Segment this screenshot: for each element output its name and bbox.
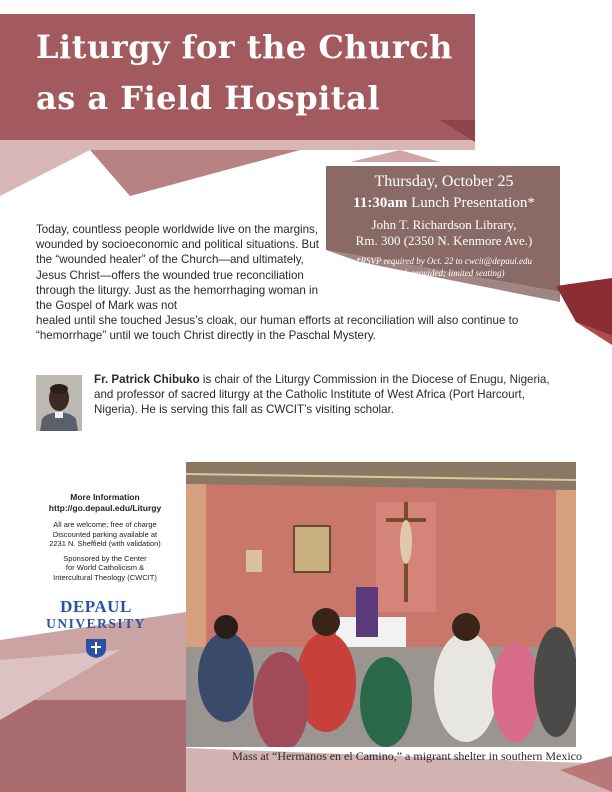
top-swoosh-mid <box>90 150 300 196</box>
more-info-link[interactable]: http://go.depaul.edu/Liturgy <box>48 503 162 513</box>
more-info-heading: More Information <box>70 492 140 502</box>
mass-photo-image <box>186 462 576 747</box>
speaker-name: Fr. Patrick Chibuko <box>94 373 200 386</box>
logo-line-2: UNIVERSITY <box>46 616 146 631</box>
sponsor-note <box>34 554 176 583</box>
event-location-line-1: John T. Richardson Library, <box>371 217 517 232</box>
welcome-line-1: All are welcome; free of charge <box>53 520 157 529</box>
photo-caption: Mass at “Hermanos en el Camino,” a migrant shelter in southern Mexico <box>232 749 582 763</box>
rsvp-line-2: (Lunch provided; limited seating) <box>383 268 505 278</box>
event-time-value: 11:30am <box>353 195 408 211</box>
more-information-panel <box>34 492 176 587</box>
event-title-line-2: as a Field Hospital <box>36 79 380 117</box>
event-location-line-2: Rm. 300 (2350 N. Kenmore Ave.) <box>355 233 533 248</box>
speaker-portrait <box>36 375 82 431</box>
bottom-left-dark <box>0 700 186 792</box>
event-location <box>332 217 556 249</box>
speaker-bio-text: is chair of the Liturgy Commission in the Diocese of Enugu, Nigeria, and professor of sacred liturgy at the Catholic Institute of West Africa (Port Harcourt, Nigeria). He is serving this fall as CWCIT’s visiting scholar. <box>94 373 550 417</box>
speaker-portrait-image <box>36 375 82 431</box>
description-paragraph-start: Today, countless people worldwide live on the margins, wounded by socioeconomic and political situations. But the “wounded healer” of the Church—and ultimately, Jesus Christ—offers the wounded true reconciliation through the liturgy. Just as the hemorrhaging woman in the Gospel of Mark was not <box>36 223 319 313</box>
event-time <box>332 192 556 214</box>
sponsor-line-2: for World Catholicism & <box>65 563 145 572</box>
sponsor-line-3: Intercultural Theology (CWCIT) <box>53 572 157 582</box>
sponsor-line-1: Sponsored by the Center <box>63 553 147 563</box>
event-time-suffix: Lunch Presentation* <box>407 195 535 211</box>
description-paragraph-end: healed until she touched Jesus’s cloak, our human efforts at reconciliation will also continue to “hemorrhage” until we touch Christ directly in the Paschal Mystery. <box>36 314 519 343</box>
event-title-line-1: Liturgy for the Church <box>36 28 453 66</box>
welcome-note <box>34 520 176 549</box>
logo-line-1: DEPAUL <box>60 597 132 616</box>
welcome-line-3: 2231 N. Sheffield (with validation) <box>49 539 161 548</box>
mass-photo <box>186 462 576 747</box>
depaul-logo <box>44 598 148 631</box>
depaul-shield-icon <box>84 637 108 659</box>
event-details <box>332 172 556 279</box>
event-rsvp <box>332 255 556 279</box>
rsvp-line-1: *RSVP required by Oct. 22 to cwcit@depaul.edu <box>356 256 532 266</box>
welcome-line-2: Discounted parking available at <box>52 529 158 539</box>
speaker-bio <box>94 372 554 418</box>
event-date: Thursday, October 25 <box>374 173 514 190</box>
top-sliver <box>350 150 440 162</box>
